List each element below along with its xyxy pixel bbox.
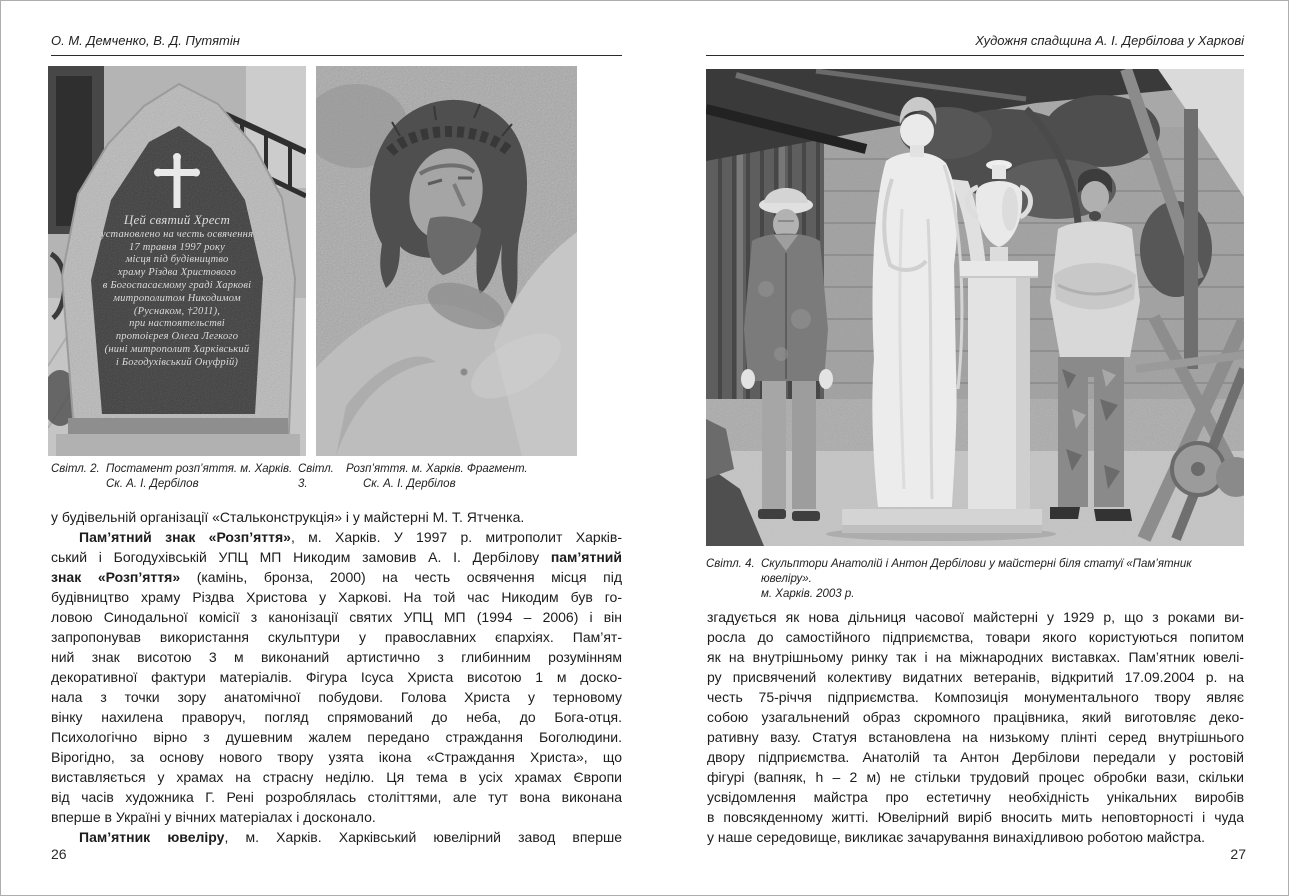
glove	[741, 369, 755, 389]
sandal	[758, 509, 786, 519]
goatee	[1089, 211, 1101, 221]
caption-text: Розп’яття. м. Харків. Фрагмент. Ск. А. І. Дербілов	[346, 463, 528, 490]
shoe	[1094, 509, 1132, 521]
shoe	[1050, 507, 1080, 519]
caption-label: Світл. 4.	[706, 558, 755, 570]
figure-crucifix-photo	[316, 66, 577, 456]
caption-figure-4	[706, 557, 1244, 602]
caption-label: Світл. 2.	[51, 463, 100, 475]
body-text-right: згадується як нова дільниця часової майстерні у 1929 р, що з роками ви- росла до самостійного підприємства, товари якого користуються попитом як на внутрішньому ринку так і на міжнародних виставках. Пам’ятник ювелі- ру присвячений колективу видатних ветеранів, відкритий 17.09.2004 р. на честь 75-річчя підприємства. Композиція монументального твору являє собою узагальнений образ скромного працівника, який виготовляє деко- ративну вазу. Статуя встановлена на низькому плінті серед внутрішнього двору підприємства. Анатолій та Антон Дербілови передали у ростовій фігурі (вапняк, h – 2 м) не стільки трудовий процес обробки вази, скільки усвідомлення майстра про естетичну необхідність унікальних виробів в повсякденному житті. Ювелірний виріб вносить мить неповторності і чуда у наше середовище, викликає зачарування винахідливою роботою майстра.	[707, 609, 1244, 845]
header-rule-left	[51, 55, 622, 56]
crossed-arms	[1054, 263, 1136, 310]
figure-postament-photo	[48, 66, 306, 456]
crucifix-photo-art	[316, 66, 577, 456]
page-number-right: 27	[1230, 846, 1246, 862]
running-head-left: О. М. Демченко, В. Д. Путятін	[51, 33, 240, 48]
statue-head	[900, 114, 934, 148]
stone-base	[68, 418, 288, 434]
caption-text: Скульптори Анатолій і Антон Дербілови у майстерні біля статуї «Пам’ятник ювеліру». м. Харків. 2003 р.	[761, 558, 1192, 600]
running-head-right: Художня спадщина А. І. Дербілова у Харкові	[975, 33, 1244, 48]
body-text-left: у будівельній організації «Стальконструкція» і у майстерні М. Т. Ятченка. Пам’ятний знак «Розп’яття», м. Харків. У 1997 р. митрополит Харків- ський і Богодухівській УПЦ МП Никодим замовив А. І. Дербілову пам’ятний знак «Розп’яття» (камінь, бронза, 2000) на честь освячення місця під будівництво храму Різдва Христова у Харкові. На той час Никодим був го- ловою Синодальної комісії з канонізації святих УПЦ МП (1994 – 2006) і він запропонував використання скульптури у православних єпархіях. Пам’ят- ний знак висотою 3 м виконаний артистично з глибинним розумінням декоративної фактури матеріалів. Фігура Ісуса Христа висотою 1 м доско- нала з точки зору анатомічної побудови. Голова Христа у терновому вінку нахилена праворуч, погляд спрямований до неба, до Бога-отця. Психологічно вірно з душевним жалем передано страждання Боголюдини. Вірогідно, за основу нового твору узята ікона «Страждання Христа», що виставляється у храмах на страсну неділю. Ця тема в усіх храмах Європи від часів художника Г. Рені розроблялась століттями, але тут вона виконана вперше в Україні у вічних матеріалах і досконало. Пам’ятник ювеліру, м. Харків. Харківський ювелірний завод вперше	[51, 509, 622, 845]
header-rule-right	[706, 55, 1244, 56]
pedestal	[960, 261, 1038, 509]
face	[1081, 181, 1109, 213]
jeans	[762, 381, 786, 509]
caption-figure-2	[51, 462, 301, 492]
monument-inscription: Цей святий Хрест установлено на честь освячення 17 травня 1997 року місця під будівництво храму Різдва Христового в Богоспасаємому граді Харкові митрополитом Никодимом (Руснаком, †2011), при настоятельстві протоієрея Олега Легкого (нині митрополит Харківський і Богодухівський Онуфрій)	[100, 212, 254, 368]
workshop-photo-art	[706, 69, 1244, 546]
caption-figure-3	[298, 462, 583, 492]
caption-text: Постамент розп’яття. м. Харків. Ск. А. І. Дербілов	[106, 463, 293, 490]
page-number-left: 26	[51, 846, 67, 862]
glove	[819, 369, 833, 389]
caption-label: Світл. 3.	[298, 463, 334, 490]
figure-workshop-photo	[706, 69, 1244, 546]
sandal	[792, 511, 820, 521]
